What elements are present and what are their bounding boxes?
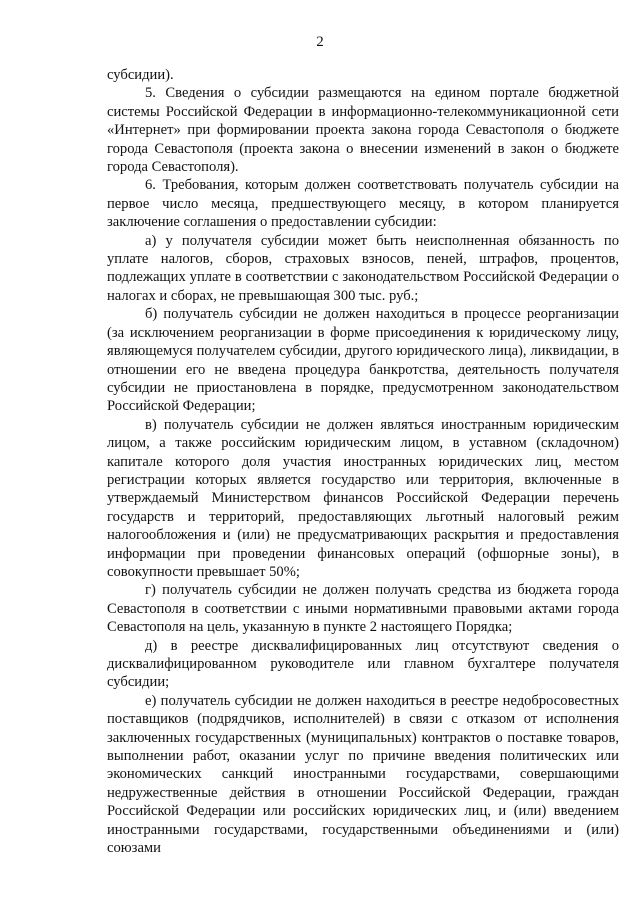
paragraph: а) у получателя субсидии может быть неисполненная обязанность по уплате налогов, сборов, страховых взносов, пеней, штрафов, процентов, подлежащих уплате в соответствии с законодательством Российской Федерации о налогах и сборах, не превышающая 300 тыс. руб.; (107, 232, 619, 304)
paragraph: 5. Сведения о субсидии размещаются на едином портале бюджетной системы Российской Федерации в информационно-телекоммуникационной сети «Интернет» при формировании проекта закона города Севастополя о бюджете города Севастополя (проекта закона о внесении изменений в закон о бюджете города Севастополя). (107, 85, 619, 176)
paragraph: субсидии). (107, 67, 174, 83)
document-body (107, 66, 619, 857)
paragraph: 6. Требования, которым должен соответствовать получатель субсидии на первое число месяца, предшествующего месяцу, в котором планируется заключение соглашения о предоставлении субсидии: (107, 177, 619, 231)
paragraph: е) получатель субсидии не должен находиться в реестре недобросовестных поставщиков (подрядчиков, исполнителей) в связи с отказом от исполнения заключенных государственных (муниципальных) контрактов о поставке товаров, выполнении работ, оказании услуг по причине введения политических или экономических санкций иностранными государствами, совершающими недружественные действия в отношении Российской Федерации, граждан Российской Федерации или российских юридических лиц, и (или) введением иностранными государствами, государственными объединениями и (или) союзами (107, 692, 619, 857)
paragraph: б) получатель субсидии не должен находиться в процессе реорганизации (за исключением реорганизации в форме присоединения к юридическому лицу, являющемуся получателем субсидии, другого юридического лица), ликвидации, в отношении его не введена процедура банкротства, деятельность получателя субсидии не приостановлена в порядке, предусмотренном законодательством Российской Федерации; (107, 306, 619, 415)
paragraph: г) получатель субсидии не должен получать средства из бюджета города Севастополя в соответствии с иными нормативными правовыми актами города Севастополя на цель, указанную в пункте 2 настоящего Порядка; (107, 582, 619, 636)
page-number: 2 (316, 34, 324, 50)
paragraph: в) получатель субсидии не должен являться иностранным юридическим лицом, а также российским юридическим лицом, в уставном (складочном) капитале которого доля участия иностранных юридических лиц, местом регистрации которых является государство или территория, включенные в утверждаемый Министерством финансов Российской Федерации перечень государств и территорий, предоставляющих льготный налоговый режим налогообложения и (или) не предусматривающих раскрытия и предоставления информации при проведении финансовых операций (офшорные зоны), в совокупности превышает 50%; (107, 416, 619, 580)
paragraph: д) в реестре дисквалифицированных лиц отсутствуют сведения о дисквалифицированном руководителе или главном бухгалтере получателя субсидии; (107, 637, 619, 691)
